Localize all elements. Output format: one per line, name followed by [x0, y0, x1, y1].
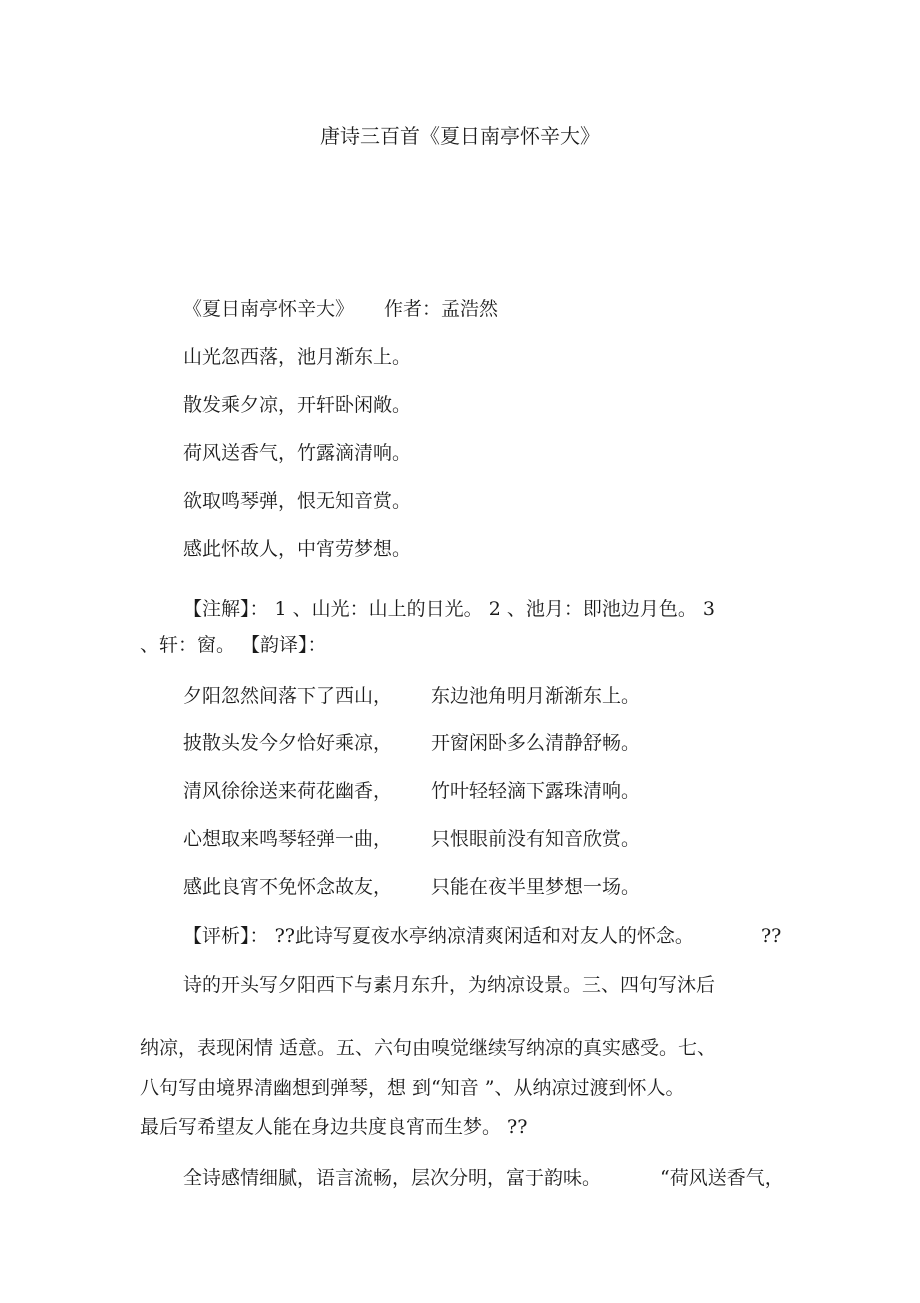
analysis-paragraph: 最后写希望友人能在身边共度良宵而生梦。 ??: [140, 1116, 528, 1138]
translation-right: 竹叶轻轻滴下露珠清响。: [431, 780, 641, 802]
analysis-label: 【评析】：: [183, 925, 269, 947]
poem-line: 欲取鸣琴弹，恨无知音赏。: [183, 490, 412, 512]
analysis-text: ??此诗写夏夜水亭纳凉清爽闲适和对友人的怀念。: [274, 925, 694, 947]
translation-left: 感此良宵不免怀念故友，: [183, 876, 393, 898]
poem-line: 散发乘夕凉，开轩卧闲敞。: [183, 394, 412, 416]
translation-right: 只恨眼前没有知音欣赏。: [431, 828, 641, 850]
poem-author: 作者：孟浩然: [384, 298, 499, 320]
analysis-line-1-end: ??: [761, 925, 782, 947]
analysis-paragraph: 八句写由境界清幽想到弹琴，想 到“知音 ”、从纳凉过渡到怀人。: [140, 1077, 685, 1099]
poem-heading: [183, 297, 498, 321]
translation-left: 心想取来鸣琴轻弹一曲，: [183, 828, 393, 850]
analysis-paragraph-end: “荷风送香气，: [660, 1167, 784, 1189]
translation-right: 东边池角明月渐渐东上。: [431, 685, 641, 707]
analysis-paragraph: 全诗感情细腻，语言流畅，层次分明，富于韵味。: [183, 1167, 602, 1189]
poem-line: 感此怀故人，中宵劳梦想。: [183, 538, 412, 560]
poem-line: 山光忽西落，池月渐东上。: [183, 346, 412, 368]
translation-right: 只能在夜半里梦想一场。: [431, 876, 641, 898]
analysis-paragraph: 诗的开头写夕阳西下与素月东升，为纳凉设景。三、四句写沐后: [183, 974, 716, 996]
analysis-paragraph: 纳凉，表现闲情 适意。五、六句由嗅觉继续写纳凉的真实感受。七、: [140, 1037, 717, 1059]
translation-left: 夕阳忽然间落下了西山，: [183, 685, 393, 707]
analysis-line-1: [183, 924, 694, 948]
poem-line: 荷风送香气，竹露滴清响。: [183, 442, 412, 464]
notes-line-1: 【注解】： 1 、山光：山上的日光。 2 、池月：即池边月色。 3: [183, 598, 715, 620]
poem-work-title: 《夏日南亭怀辛大》: [183, 298, 355, 320]
notes-line-2: 、轩：窗。 【韵译】：: [140, 634, 327, 656]
page-title: 唐诗三百首《夏日南亭怀辛大》: [320, 124, 600, 148]
translation-right: 开窗闲卧多么清静舒畅。: [431, 732, 641, 754]
translation-left: 披散头发今夕恰好乘凉，: [183, 732, 393, 754]
translation-left: 清风徐徐送来荷花幽香，: [183, 780, 393, 802]
